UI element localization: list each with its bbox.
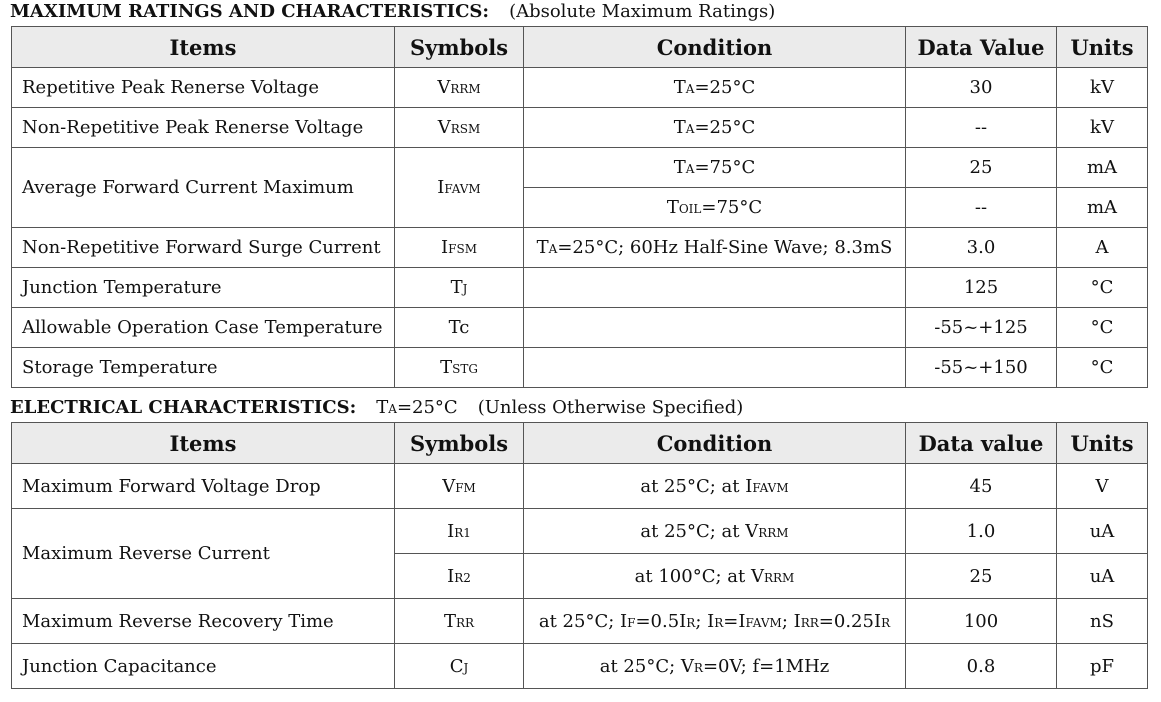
table-row bbox=[12, 308, 1148, 348]
value-cell: 30 bbox=[906, 68, 1057, 108]
condition-cell bbox=[524, 268, 906, 308]
item-cell: Non-Repetitive Forward Surge Current bbox=[12, 228, 395, 268]
condition-cell bbox=[524, 348, 906, 388]
symbol-cell: VFM bbox=[395, 464, 524, 509]
value-cell: 45 bbox=[906, 464, 1057, 509]
header-symbols: Symbols bbox=[395, 27, 524, 68]
unit-cell: °C bbox=[1057, 308, 1148, 348]
maximum-ratings-heading bbox=[10, 1, 775, 22]
symbol-cell: TJ bbox=[395, 268, 524, 308]
table-row bbox=[12, 228, 1148, 268]
electrical-condition: TA=25°C bbox=[376, 397, 458, 418]
table-row bbox=[12, 148, 1148, 188]
unit-cell: mA bbox=[1057, 148, 1148, 188]
value-cell: 0.8 bbox=[906, 644, 1057, 689]
unit-cell: °C bbox=[1057, 348, 1148, 388]
value-cell: 1.0 bbox=[906, 509, 1057, 554]
header-data-value: Data value bbox=[906, 423, 1057, 464]
electrical-table bbox=[11, 422, 1148, 689]
symbol-cell: TSTG bbox=[395, 348, 524, 388]
header-units: Units bbox=[1057, 27, 1148, 68]
value-cell: 25 bbox=[906, 554, 1057, 599]
value-cell: -55~+150 bbox=[906, 348, 1057, 388]
item-cell: Junction Temperature bbox=[12, 268, 395, 308]
unit-cell: kV bbox=[1057, 68, 1148, 108]
maximum-ratings-subtitle: (Absolute Maximum Ratings) bbox=[509, 1, 776, 22]
condition-cell: TA=25°C bbox=[524, 68, 906, 108]
header-units: Units bbox=[1057, 423, 1148, 464]
table-row bbox=[12, 108, 1148, 148]
table-header-row bbox=[12, 27, 1148, 68]
condition-cell: at 25°C; VR=0V; f=1MHz bbox=[524, 644, 906, 689]
value-cell: -- bbox=[906, 108, 1057, 148]
unit-cell: uA bbox=[1057, 554, 1148, 599]
table-row bbox=[12, 268, 1148, 308]
electrical-subtitle: (Unless Otherwise Specified) bbox=[477, 397, 744, 418]
symbol-cell: VRRM bbox=[395, 68, 524, 108]
value-cell: -- bbox=[906, 188, 1057, 228]
item-cell: Maximum Reverse Recovery Time bbox=[12, 599, 395, 644]
condition-cell: TA=25°C; 60Hz Half-Sine Wave; 8.3mS bbox=[524, 228, 906, 268]
item-cell: Non-Repetitive Peak Renerse Voltage bbox=[12, 108, 395, 148]
value-cell: 25 bbox=[906, 148, 1057, 188]
symbol-cell: IR2 bbox=[395, 554, 524, 599]
header-items: Items bbox=[12, 423, 395, 464]
table-row bbox=[12, 464, 1148, 509]
table-header-row bbox=[12, 423, 1148, 464]
condition-cell: at 25°C; IF=0.5IR; IR=IFAVM; IRR=0.25IR bbox=[524, 599, 906, 644]
item-cell: Repetitive Peak Renerse Voltage bbox=[12, 68, 395, 108]
unit-cell: °C bbox=[1057, 268, 1148, 308]
condition-cell: at 100°C; at VRRM bbox=[524, 554, 906, 599]
unit-cell: uA bbox=[1057, 509, 1148, 554]
header-symbols: Symbols bbox=[395, 423, 524, 464]
unit-cell: pF bbox=[1057, 644, 1148, 689]
symbol-cell: Tc bbox=[395, 308, 524, 348]
header-condition: Condition bbox=[524, 27, 906, 68]
condition-cell bbox=[524, 308, 906, 348]
maximum-ratings-table bbox=[11, 26, 1148, 388]
value-cell: 100 bbox=[906, 599, 1057, 644]
value-cell: 125 bbox=[906, 268, 1057, 308]
value-cell: -55~+125 bbox=[906, 308, 1057, 348]
symbol-cell: IFSM bbox=[395, 228, 524, 268]
condition-cell: TOIL=75°C bbox=[524, 188, 906, 228]
table-row bbox=[12, 509, 1148, 554]
header-data-value: Data Value bbox=[906, 27, 1057, 68]
header-items: Items bbox=[12, 27, 395, 68]
item-cell: Junction Capacitance bbox=[12, 644, 395, 689]
item-cell: Allowable Operation Case Temperature bbox=[12, 308, 395, 348]
condition-cell: at 25°C; at IFAVM bbox=[524, 464, 906, 509]
condition-cell: at 25°C; at VRRM bbox=[524, 509, 906, 554]
item-cell: Maximum Reverse Current bbox=[12, 509, 395, 599]
table-row bbox=[12, 599, 1148, 644]
symbol-cell: IFAVM bbox=[395, 148, 524, 228]
condition-cell: TA=75°C bbox=[524, 148, 906, 188]
symbol-cell: CJ bbox=[395, 644, 524, 689]
header-condition: Condition bbox=[524, 423, 906, 464]
unit-cell: V bbox=[1057, 464, 1148, 509]
electrical-title: ELECTRICAL CHARACTERISTICS: bbox=[10, 397, 357, 418]
item-cell: Maximum Forward Voltage Drop bbox=[12, 464, 395, 509]
electrical-heading bbox=[10, 397, 743, 418]
table-row bbox=[12, 644, 1148, 689]
unit-cell: nS bbox=[1057, 599, 1148, 644]
unit-cell: mA bbox=[1057, 188, 1148, 228]
value-cell: 3.0 bbox=[906, 228, 1057, 268]
table-row bbox=[12, 68, 1148, 108]
condition-cell: TA=25°C bbox=[524, 108, 906, 148]
item-cell: Average Forward Current Maximum bbox=[12, 148, 395, 228]
symbol-cell: TRR bbox=[395, 599, 524, 644]
symbol-cell: VRSM bbox=[395, 108, 524, 148]
symbol-cell: IR1 bbox=[395, 509, 524, 554]
table-row bbox=[12, 348, 1148, 388]
unit-cell: A bbox=[1057, 228, 1148, 268]
unit-cell: kV bbox=[1057, 108, 1148, 148]
maximum-ratings-title: MAXIMUM RATINGS AND CHARACTERISTICS: bbox=[10, 1, 490, 22]
item-cell: Storage Temperature bbox=[12, 348, 395, 388]
